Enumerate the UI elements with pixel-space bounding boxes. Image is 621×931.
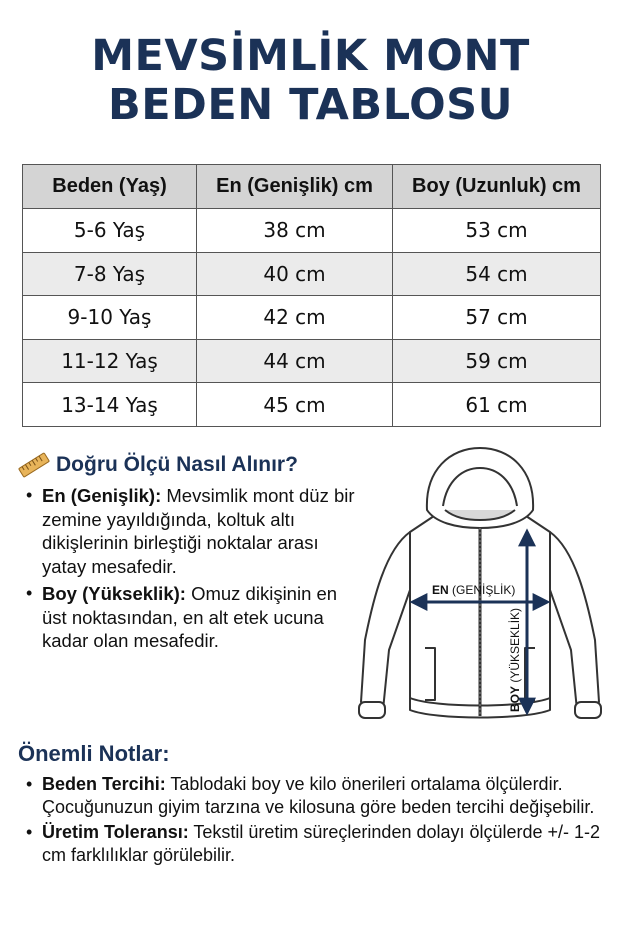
title-line-2: BEDEN TABLOSU bbox=[107, 80, 514, 130]
note-item-size-choice bbox=[18, 773, 608, 818]
note-label: Üretim Toleransı: bbox=[42, 822, 189, 842]
title-line-1: MEVSİMLİK MONT bbox=[91, 31, 530, 81]
measure-height-item bbox=[18, 582, 363, 653]
note-label: Beden Tercihi: bbox=[42, 774, 166, 794]
how-to-measure-heading bbox=[18, 450, 363, 480]
jacket-diagram bbox=[355, 440, 605, 740]
cell-length: 54 cm bbox=[393, 252, 601, 296]
note-text: Tekstil üretim süreçlerinden dolayı ölçülerde +/- 1-2 cm farklılıklar görülebilir. bbox=[42, 822, 601, 865]
height-label: BOY (YÜKSEKLİK) bbox=[508, 607, 522, 712]
cell-size: 9-10 Yaş bbox=[23, 296, 197, 340]
measure-width-text: Mevsimlik mont düz bir zemine yayıldığında, koltuk altı dikişlerinin birleştiği noktalar arası yatay mesafedir. bbox=[42, 485, 355, 577]
measure-width-item bbox=[18, 484, 363, 578]
cell-size: 11-12 Yaş bbox=[23, 339, 197, 383]
ruler-icon bbox=[18, 452, 50, 478]
table-row bbox=[23, 209, 601, 253]
how-to-measure-section bbox=[18, 450, 363, 653]
note-item-tolerance bbox=[18, 821, 608, 866]
cell-length: 53 cm bbox=[393, 209, 601, 253]
how-to-measure-title: Doğru Ölçü Nasıl Alınır? bbox=[56, 453, 298, 476]
cell-width: 42 cm bbox=[197, 296, 393, 340]
measure-height-label: Boy (Yükseklik): bbox=[42, 583, 186, 604]
cell-size: 13-14 Yaş bbox=[23, 383, 197, 427]
cell-length: 57 cm bbox=[393, 296, 601, 340]
header-length: Boy (Uzunluk) cm bbox=[393, 165, 601, 209]
header-width: En (Genişlik) cm bbox=[197, 165, 393, 209]
measure-width-label: En (Genişlik): bbox=[42, 485, 162, 506]
table-row bbox=[23, 339, 601, 383]
note-text: Tablodaki boy ve kilo önerileri ortalama ölçülerdir. Çocuğunuzun giyim tarzına ve kilosuna göre beden tercihi değişebilir. bbox=[42, 774, 595, 817]
cell-width: 38 cm bbox=[197, 209, 393, 253]
table-header-row bbox=[23, 165, 601, 209]
measure-height-text: Omuz dikişinin en üst noktasından, en alt etek ucuna kadar olan mesafedir. bbox=[42, 583, 338, 651]
notes-heading: Önemli Notlar: bbox=[18, 741, 170, 766]
cell-width: 44 cm bbox=[197, 339, 393, 383]
header-size: Beden (Yaş) bbox=[23, 165, 197, 209]
cell-size: 7-8 Yaş bbox=[23, 252, 197, 296]
width-label: EN (GENİŞLİK) bbox=[432, 583, 516, 597]
cell-length: 61 cm bbox=[393, 383, 601, 427]
table-row bbox=[23, 383, 601, 427]
size-table bbox=[22, 164, 601, 427]
table-row bbox=[23, 296, 601, 340]
notes-section bbox=[18, 738, 608, 866]
cell-width: 45 cm bbox=[197, 383, 393, 427]
cell-width: 40 cm bbox=[197, 252, 393, 296]
cell-size: 5-6 Yaş bbox=[23, 209, 197, 253]
cell-length: 59 cm bbox=[393, 339, 601, 383]
page-title bbox=[0, 32, 621, 130]
table-row bbox=[23, 252, 601, 296]
